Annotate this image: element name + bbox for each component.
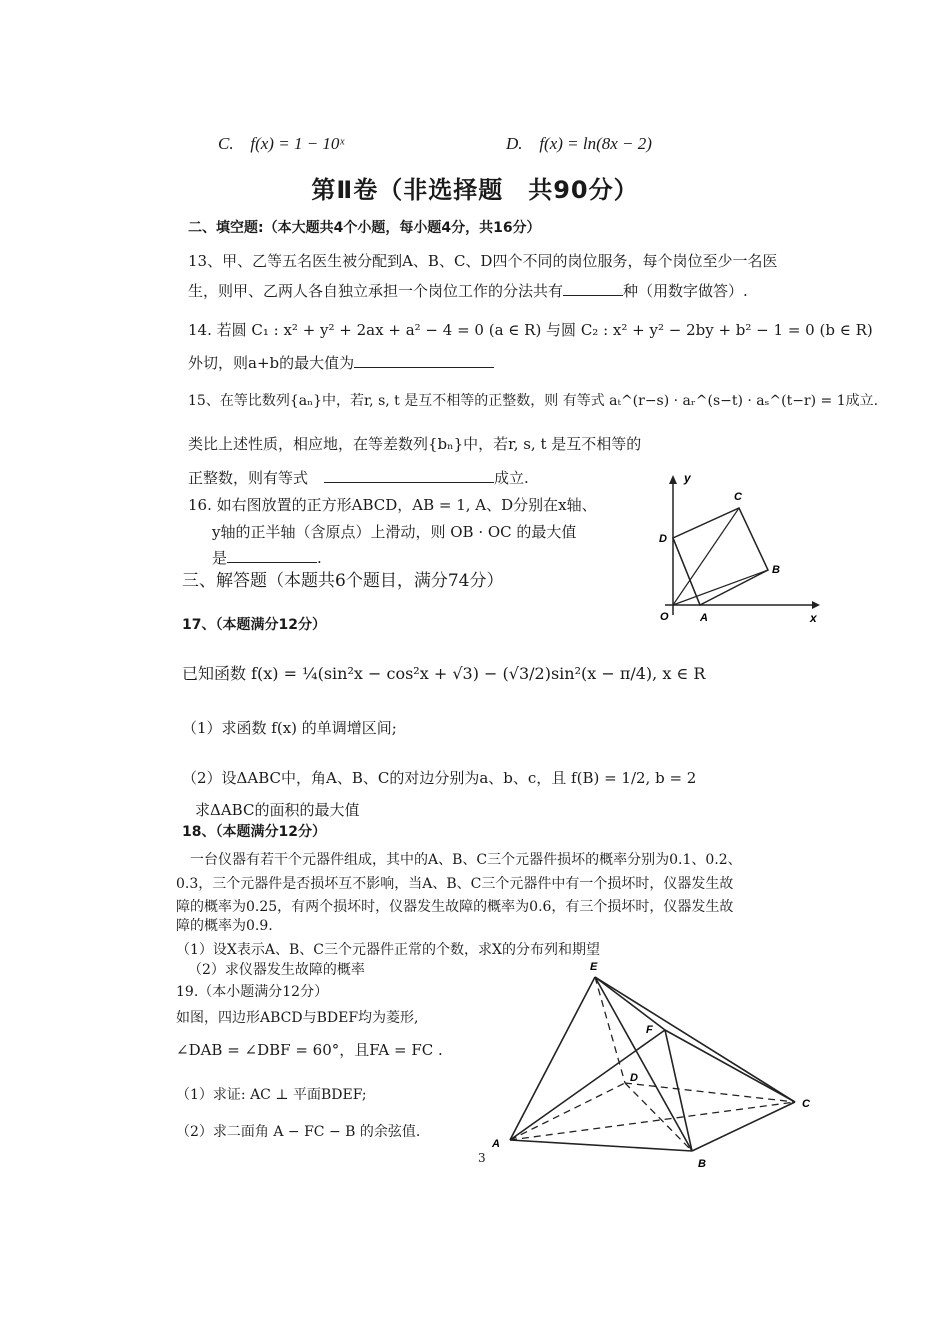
q16-line3 bbox=[212, 548, 322, 568]
option-d-formula: f(x) = ln(8x − 2) bbox=[539, 134, 652, 153]
q13-line2 bbox=[188, 281, 748, 301]
option-c bbox=[218, 134, 344, 154]
q18-line3: 障的概率为0.25，有两个损坏时，仪器发生故障的概率为0.6，有三个损坏时，仪器发生故 bbox=[176, 899, 734, 915]
q16-line3-end: . bbox=[317, 549, 322, 567]
fig19-label-a: A bbox=[492, 1138, 500, 1150]
q17-heading: 17、（本题满分12分） bbox=[182, 617, 326, 633]
q16-line3-text: 是 bbox=[212, 549, 228, 567]
edge-ef bbox=[595, 977, 665, 1030]
option-d bbox=[506, 134, 652, 154]
q17-sub2b: 求ΔABC的面积的最大值 bbox=[195, 801, 360, 819]
fig16-label-b: B bbox=[772, 564, 780, 576]
q15-line3-text: 正整数，则有等式 bbox=[188, 469, 309, 487]
q15-line2: 类比上述性质，相应地，在等差数列{bₙ}中，若r, s, t 是互不相等的 bbox=[188, 435, 642, 453]
q18-line2: 0.3，三个元器件是否损坏互不影响，当A、B、C三个元器件中有一个损坏时，仪器发生故 bbox=[176, 876, 734, 892]
fig19-label-d: D bbox=[630, 1072, 638, 1084]
q16-line2: y轴的正半轴（含原点）上滑动，则 OB · OC 的最大值 bbox=[212, 523, 577, 541]
q14-line2-text: 外切，则a+b的最大值为 bbox=[188, 354, 355, 372]
q16-line1: 16. 如右图放置的正方形ABCD，AB = 1, A、D分别在x轴、 bbox=[188, 496, 597, 514]
part3-heading: 三、解答题（本题共6个题目，满分74分） bbox=[182, 571, 504, 591]
q19-line2: ∠DAB = ∠DBF = 60°，且FA = FC . bbox=[176, 1041, 443, 1059]
q19-figure bbox=[480, 955, 820, 1175]
q15-line3-end: 成立. bbox=[494, 469, 529, 487]
q18-heading: 18、（本题满分12分） bbox=[182, 824, 326, 840]
q18-line1: 一台仪器有若干个元器件组成，其中的A、B、C三个元器件损坏的概率分别为0.1、0.2、 bbox=[190, 852, 742, 868]
fig16-label-c: C bbox=[734, 491, 742, 503]
edge-eb bbox=[595, 977, 692, 1151]
q13-line1: 13、甲、乙等五名医生被分配到A、B、C、D四个不同的岗位服务，每个岗位至少一名医 bbox=[188, 252, 778, 270]
fig16-label-y: y bbox=[684, 471, 691, 485]
edge-ad bbox=[510, 1083, 625, 1140]
q16-answer-blank[interactable] bbox=[227, 548, 317, 563]
fig16-label-o: O bbox=[660, 611, 669, 623]
fig16-label-d: D bbox=[659, 533, 667, 545]
q13-line2-text: 生，则甲、乙两人各自独立承担一个岗位工作的分法共有 bbox=[188, 282, 564, 300]
q15-line1: 15、在等比数列{aₙ}中，若r, s, t 是互不相等的正整数，则 有等式 aₜ^(r−s) · aᵣ^(s−t) · aₛ^(t−r) = 1成立. bbox=[188, 393, 879, 409]
edge-ac bbox=[510, 1102, 795, 1140]
q18-sub2: （2）求仪器发生故障的概率 bbox=[188, 962, 365, 978]
edge-bc bbox=[692, 1102, 795, 1151]
square-abcd bbox=[673, 508, 768, 605]
fig19-label-f: F bbox=[646, 1024, 653, 1036]
y-axis-arrow bbox=[669, 475, 677, 484]
q14-line1: 14. 若圆 C₁ : x² + y² + 2ax + a² − 4 = 0 (a ∈ R) 与圆 C₂ : x² + y² − 2by + b² − 1 = 0 (b ∈ R) bbox=[188, 321, 873, 339]
q14-answer-blank[interactable] bbox=[354, 353, 494, 368]
q19-heading: 19.（本小题满分12分） bbox=[176, 984, 329, 1000]
q19-sub2: （2）求二面角 A − FC − B 的余弦值. bbox=[176, 1124, 421, 1140]
q17-sub2: （2）设ΔABC中，角A、B、C的对边分别为a、b、c，且 f(B) = 1/2, b = 2 bbox=[182, 769, 697, 787]
q13-answer-blank[interactable] bbox=[563, 281, 623, 296]
page-number: 3 bbox=[478, 1151, 486, 1165]
q15-line3 bbox=[188, 468, 529, 488]
option-d-label: D. bbox=[506, 134, 523, 153]
edge-fc bbox=[665, 1030, 795, 1102]
option-c-label: C. bbox=[218, 134, 234, 153]
q15-answer-blank[interactable] bbox=[324, 468, 494, 483]
q18-sub1: （1）设X表示A、B、C三个元器件正常的个数，求X的分布列和期望 bbox=[176, 942, 600, 958]
q14-line2 bbox=[188, 353, 494, 373]
fig16-label-x: x bbox=[810, 611, 817, 625]
fig16-label-a: A bbox=[700, 612, 708, 624]
q17-formula: 已知函数 f(x) = ¼(sin²x − cos²x + √3) − (√3/2)sin²(x − π/4), x ∈ R bbox=[182, 664, 706, 683]
q19-sub1: （1）求证: AC ⊥ 平面BDEF; bbox=[176, 1087, 367, 1103]
q17-sub1: （1）求函数 f(x) 的单调增区间; bbox=[182, 719, 397, 737]
q18-line4: 障的概率为0.9. bbox=[176, 918, 273, 934]
q13-line2-end: 种（用数字做答）. bbox=[623, 282, 748, 300]
fig19-label-b: B bbox=[698, 1158, 706, 1170]
fig19-label-c: C bbox=[802, 1098, 810, 1110]
edge-ab bbox=[510, 1140, 692, 1151]
option-c-formula: f(x) = 1 − 10ˣ bbox=[250, 134, 345, 153]
x-axis-arrow bbox=[812, 601, 820, 609]
fig19-label-e: E bbox=[590, 961, 598, 973]
edge-ae bbox=[510, 977, 595, 1140]
q19-line1: 如图，四边形ABCD与BDEF均为菱形, bbox=[176, 1010, 419, 1026]
q16-figure bbox=[650, 470, 830, 630]
part2-heading: 二、填空题:（本大题共4个小题，每小题4分，共16分） bbox=[188, 220, 541, 236]
section-title: 第Ⅱ卷（非选择题 共90分） bbox=[311, 176, 639, 204]
